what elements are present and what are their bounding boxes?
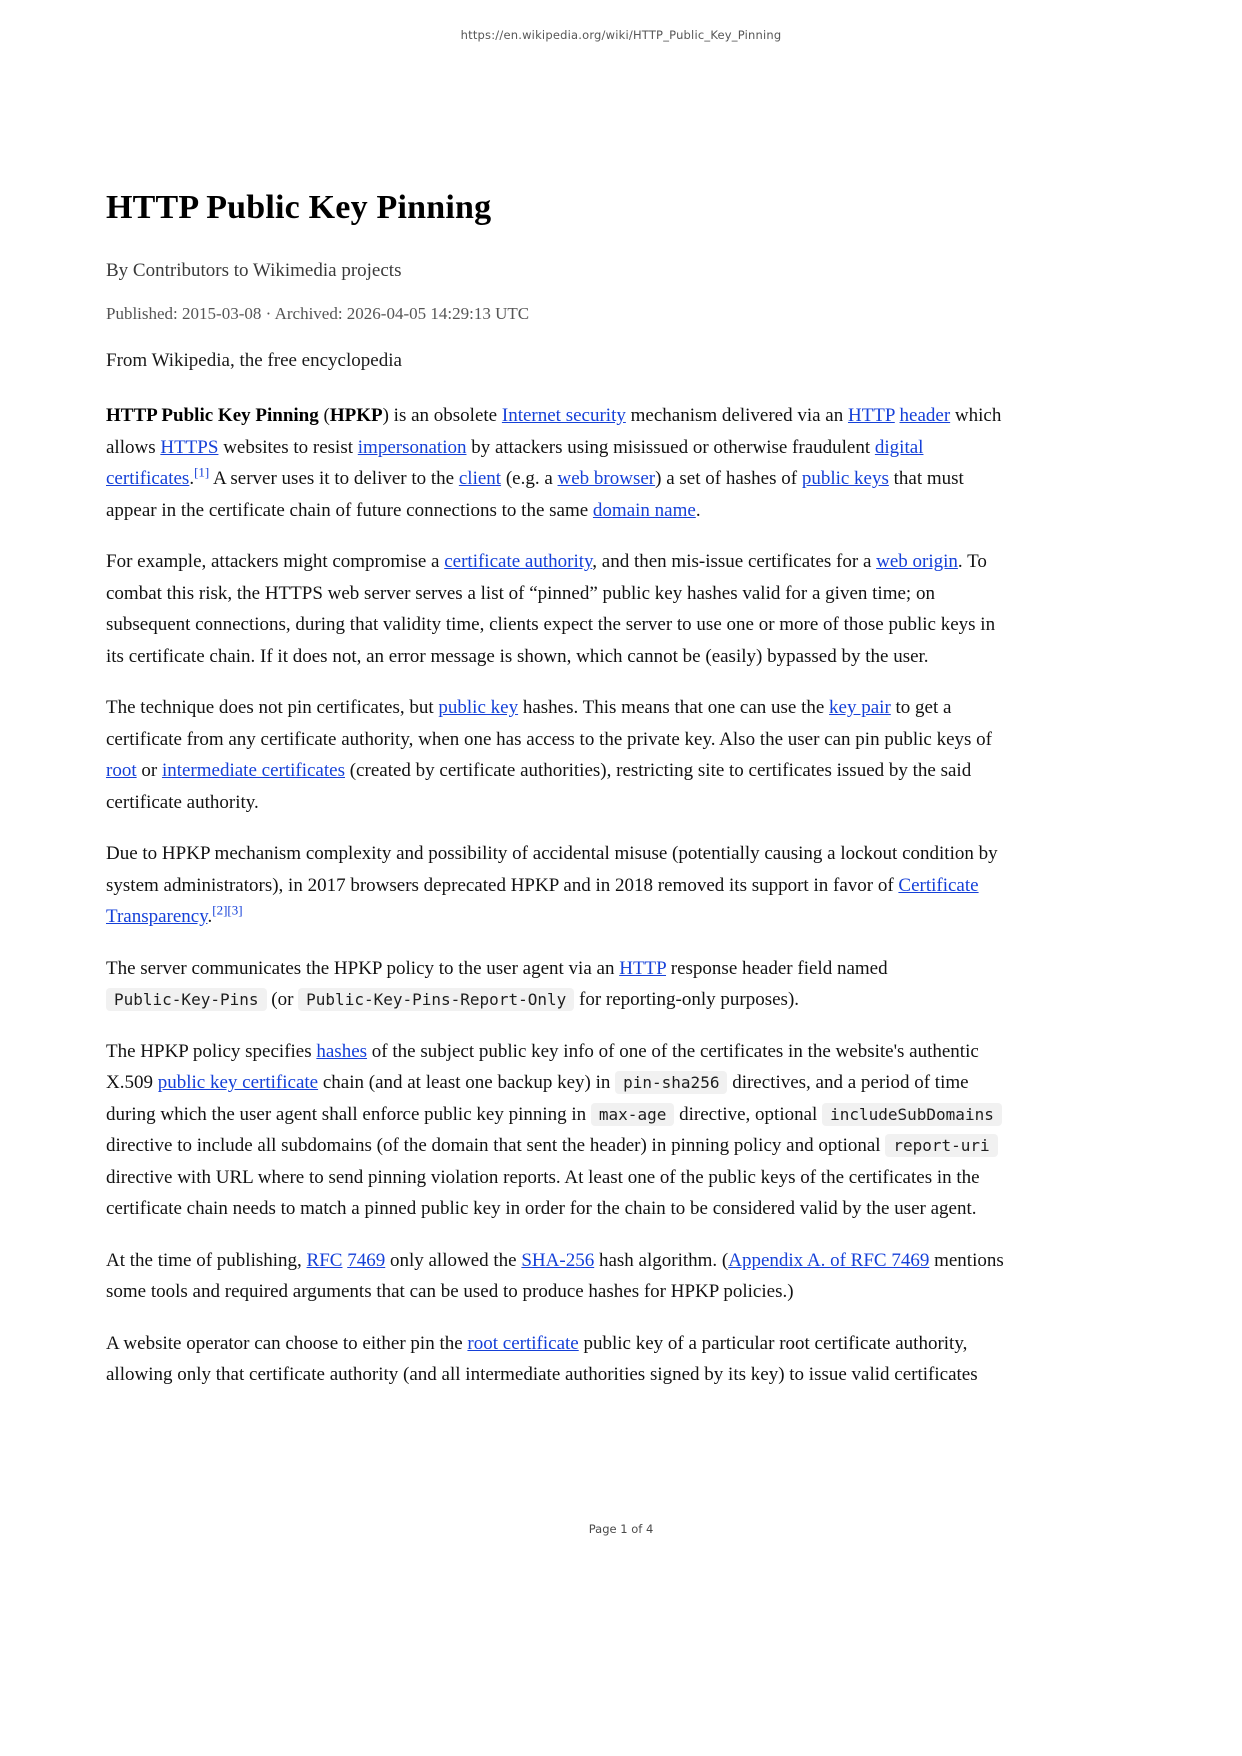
paragraph [106,400,1004,526]
inline-link[interactable]: public key [438,697,519,718]
print-header-url: https://en.wikipedia.org/wiki/HTTP_Public_Key_Pinning [460,28,782,42]
inline-link[interactable]: public key certificate [157,1072,319,1093]
inline-link[interactable]: impersonation [357,436,467,458]
text-run: A server uses it to deliver to the [209,468,459,489]
code-span: max-age [591,1103,674,1126]
text-run: mentions some tools and required arguments that can be used to produce hashes for HPKP policies.) [106,1249,1004,1302]
text-run: directives, and a period of time during which the user agent shall enforce public key pinning in [106,1072,969,1125]
text-run: (created by certificate authorities), restricting site to certificates issued by the said certificate authority. [106,760,972,813]
inline-link[interactable]: root certificate [467,1332,579,1354]
inline-link[interactable]: root [106,760,137,781]
text-run: (or [266,989,299,1010]
inline-link[interactable]: intermediate certificates [161,760,345,781]
paragraph [106,953,1004,1016]
text-run: public key of a particular root certificate authority, allowing only that certificate authority (and all intermediate authorities signed by its key) to issue valid certificates [106,1332,978,1385]
page-number-footer: Page 1 of 4 [588,1522,654,1536]
code-span: includeSubDomains [822,1103,1002,1126]
inline-link[interactable]: web browser [557,468,656,489]
inline-link[interactable]: certificate authority [444,551,593,572]
reference-link[interactable]: [1] [194,464,210,480]
paragraph [106,838,1004,933]
inline-link[interactable]: hashes [316,1040,368,1062]
inline-link[interactable]: web origin [876,551,958,572]
text-run: ) a set of hashes of [655,468,802,489]
paragraph [106,692,1004,818]
text-run: . To combat this risk, the HTTPS web server serves a list of “pinned” public key hashes valid for a given time; on subsequent connections, during that validity time, clients expect the server to use one or more of those public keys in its certificate chain. If it does not, an error message is shown, which cannot be (easily) bypassed by the user. [106,551,996,667]
origin-note: From Wikipedia, the free encyclopedia [106,350,402,371]
text-run: directive with URL where to send pinning violation reports. At least one of the public keys of the certificates in the certificate chain needs to match a pinned public key in order for the chain to be considered valid by the user agent. [106,1166,980,1219]
inline-link[interactable]: header [899,405,951,426]
published-archived-meta: Published: 2015-03-08 · Archived: 2026-04-05 14:29:13 UTC [106,304,530,323]
inline-link[interactable]: SHA-256 [521,1249,595,1271]
text-run: ) is an obsolete [382,405,502,426]
text-run: At the time of publishing, [106,1249,307,1271]
page-title: HTTP Public Key Pinning [106,189,492,226]
inline-link[interactable]: domain name [592,499,696,521]
reference-link[interactable]: [2] [212,902,228,918]
text-run: The technique does not pin certificates, but [106,697,439,718]
article [106,186,1004,1411]
text-run: for reporting-only purposes). [574,989,800,1010]
inline-link[interactable]: RFC [306,1249,343,1271]
text-run: websites to resist [218,436,358,458]
article-body [106,400,1004,1391]
text-run: mechanism delivered via an [625,405,848,426]
reference-superscript [194,465,209,480]
inline-link[interactable]: 7469 [347,1249,386,1271]
code-span: pin-sha256 [615,1071,727,1094]
bold-text: HTTP Public Key Pinning [106,405,319,426]
text-run: hash algorithm. ( [594,1249,729,1271]
reference-superscript [212,903,227,918]
text-run: Due to HPKP mechanism complexity and possibility of accidental misuse (potentially causing a lockout condition by system administrators), in 2017 browsers deprecated HPKP and in 2018 removed its support in favor of [106,843,998,896]
text-run: directive, optional [674,1103,823,1125]
text-run: that must appear in the certificate chain of future connections to the same [106,468,964,521]
reference-superscript [227,903,242,918]
text-run: . [207,906,213,927]
inline-link[interactable]: Certificate Transparency [106,874,979,927]
text-run: response header field named [666,957,888,979]
text-run: . [695,499,701,521]
byline: By Contributors to Wikimedia projects [106,260,402,281]
text-run: chain (and at least one backup key) in [318,1072,616,1093]
inline-link[interactable]: HTTP [619,957,667,979]
text-run: The server communicates the HPKP policy to the user agent via an [106,957,620,979]
text-run: . [189,468,195,489]
inline-link[interactable]: key pair [829,697,891,718]
text-run: to get a certificate from any certificate authority, when one has access to the private key. Also the user can pin public keys of [106,697,992,750]
inline-link[interactable]: public keys [801,468,889,489]
text-run: , and then mis-issue certificates for a [592,551,877,572]
code-span: report-uri [885,1134,997,1157]
inline-link[interactable]: HTTPS [160,436,219,458]
text-run: by attackers using misissued or otherwise fraudulent [466,436,875,458]
text-run: directive to include all subdomains (of the domain that sent the header) in pinning policy and optional [106,1135,886,1156]
text-run: ( [318,405,330,426]
inline-link[interactable]: HTTP [847,405,895,426]
text-run: A website operator can choose to either pin the [106,1332,468,1354]
inline-link[interactable]: Internet security [501,405,626,426]
text-run: (e.g. a [501,468,558,489]
code-span: Public-Key-Pins [106,988,267,1011]
text-run: which allows [106,405,1002,458]
paragraph [106,1328,1004,1391]
paragraph [106,1036,1004,1225]
code-span: Public-Key-Pins-Report-Only [298,988,574,1011]
paragraph [106,1245,1004,1308]
text-run: or [136,760,162,781]
text-run: of the subject public key info of one of the certificates in the website's authentic X.509 [106,1040,979,1093]
inline-link[interactable]: Appendix A. of RFC 7469 [728,1249,930,1271]
bold-text: HPKP [329,405,383,426]
text-run: For example, attackers might compromise a [106,551,445,572]
reference-link[interactable]: [3] [227,902,243,918]
text-run: hashes. This means that one can use the [518,697,830,718]
inline-link[interactable]: digital certificates [106,436,924,489]
paragraph [106,546,1004,672]
text-run: only allowed the [385,1249,522,1271]
text-run: The HPKP policy specifies [106,1040,317,1062]
inline-link[interactable]: client [458,468,502,489]
